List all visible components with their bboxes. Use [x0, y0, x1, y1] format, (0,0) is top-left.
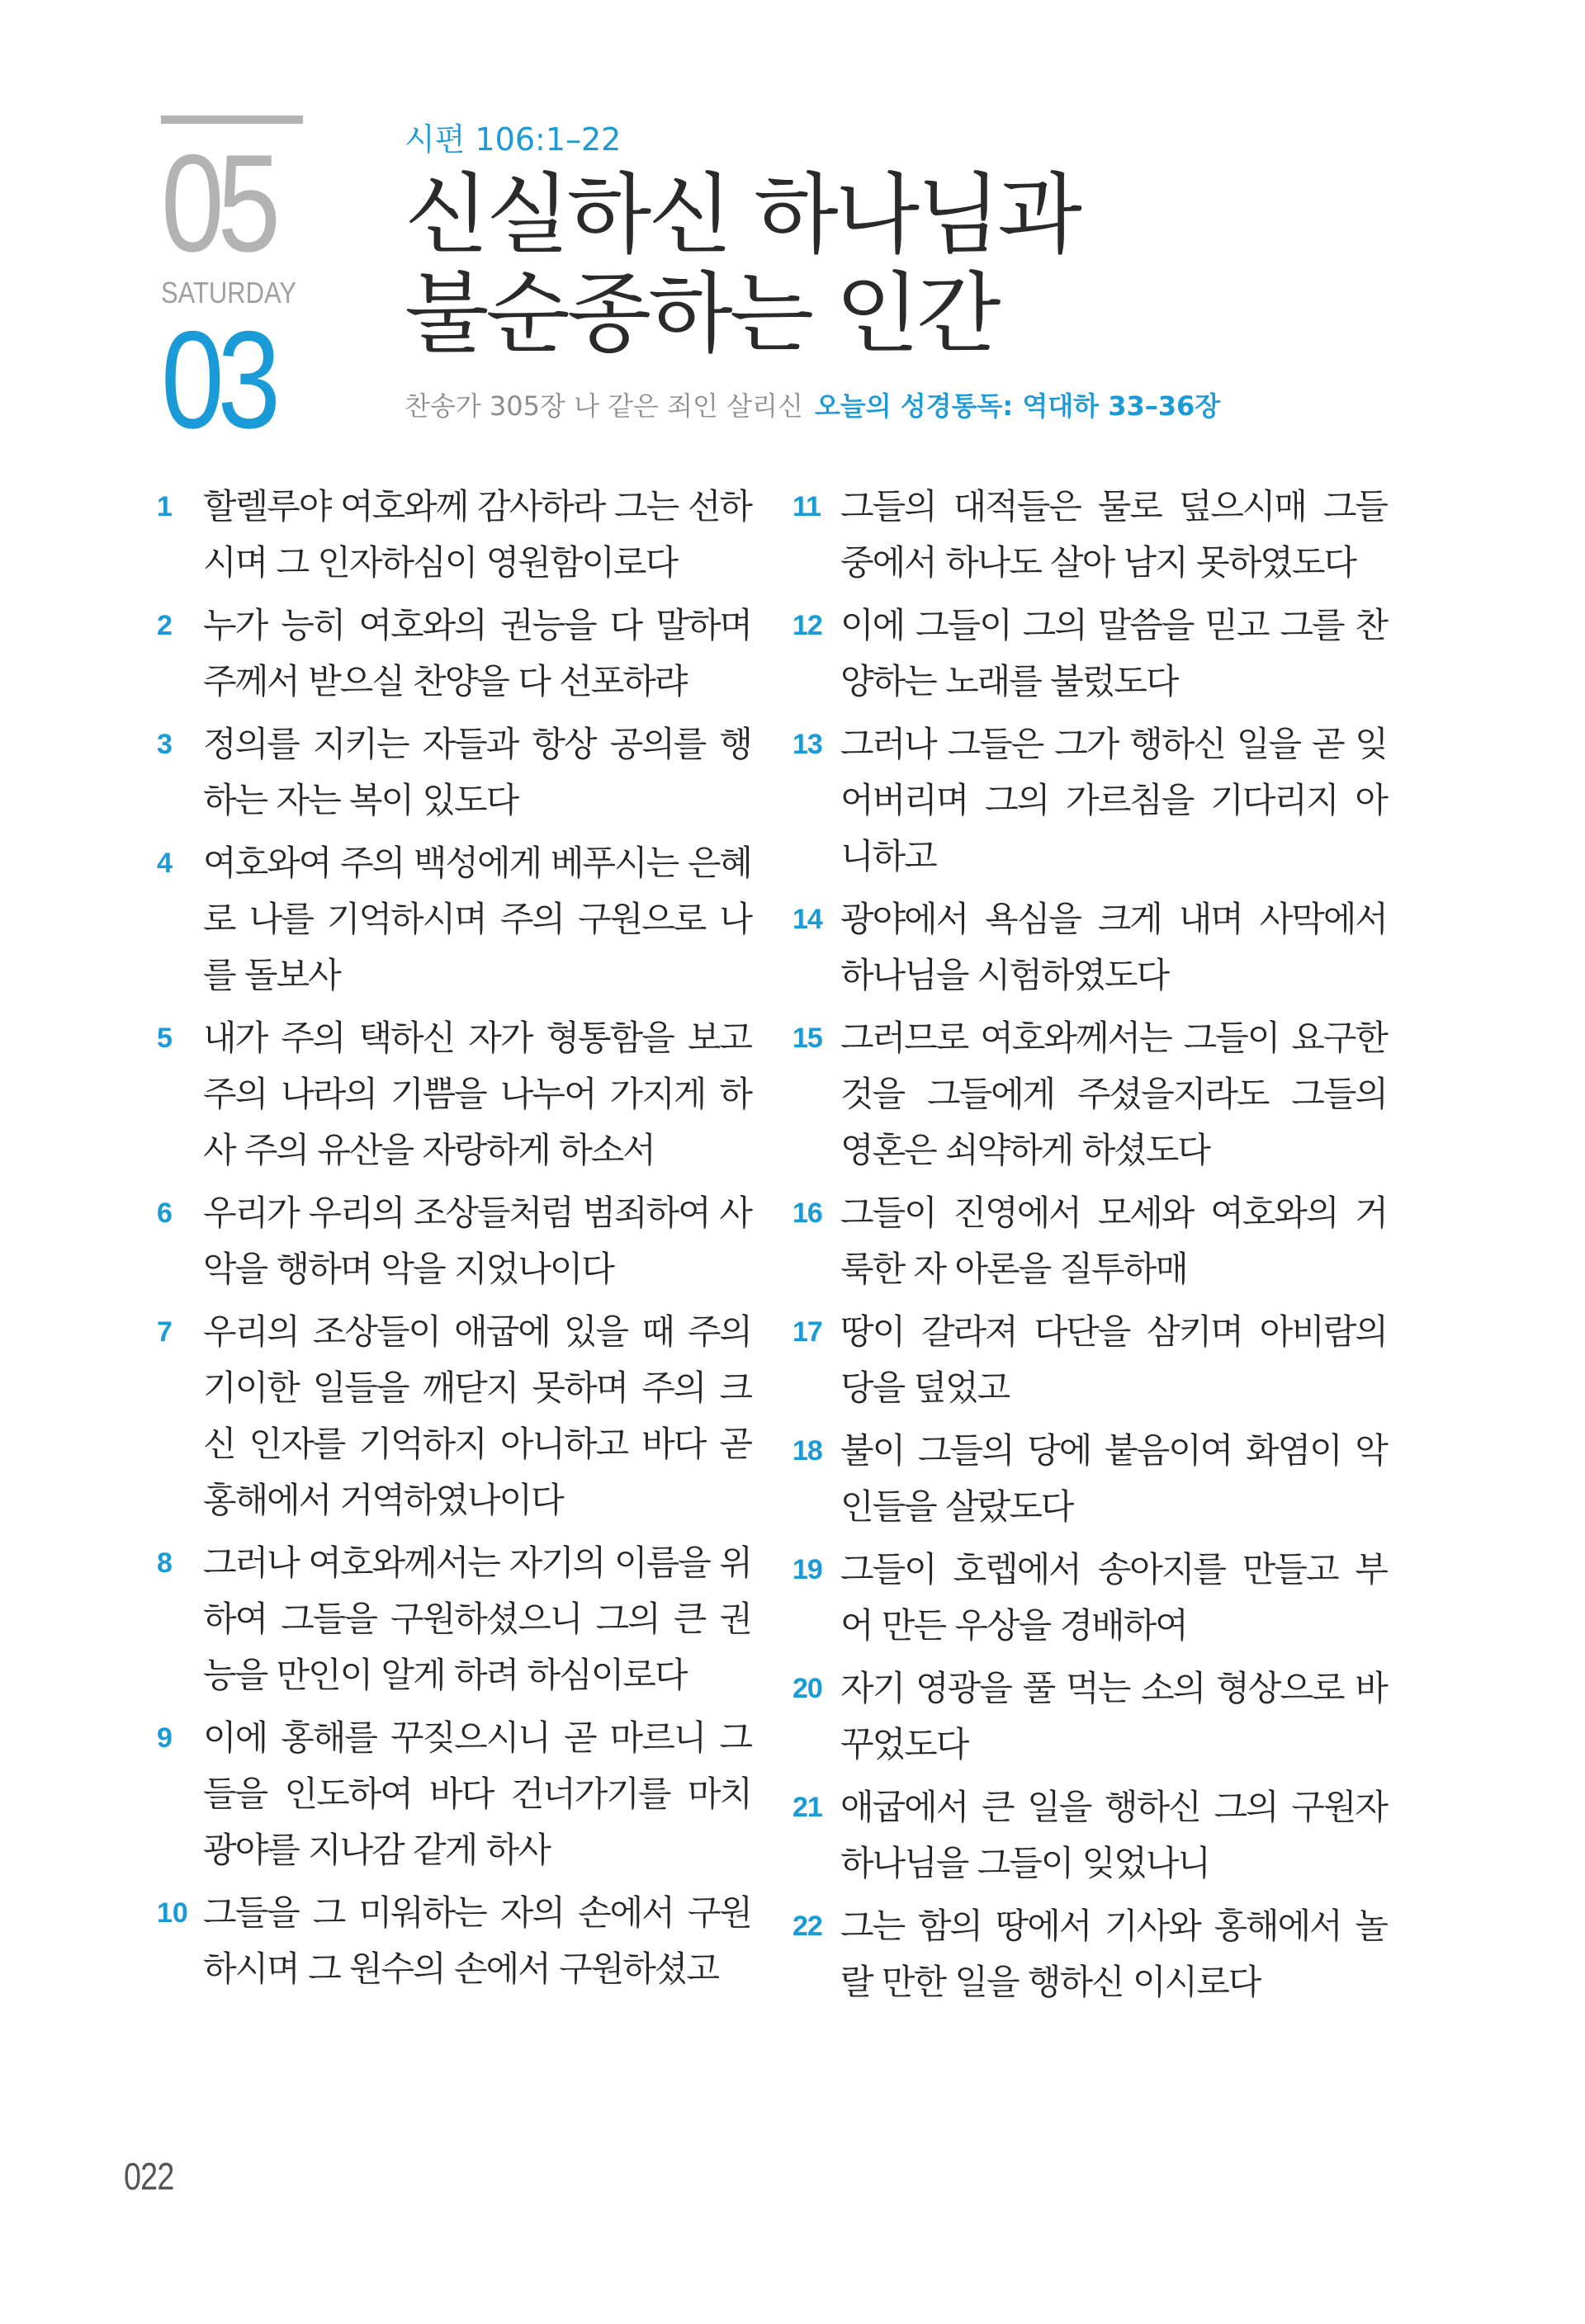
devotion-title [405, 166, 1478, 364]
verse-text: 할렐루야 여호와께 감사하라 그는 선하시며 그 인자하심이 영원함이로다 [203, 486, 751, 583]
verse-row [157, 1710, 751, 1878]
verse-number: 22 [792, 1911, 822, 1942]
verse-text: 그들이 호렙에서 송아지를 만들고 부어 만든 우상을 경배하여 [840, 1549, 1387, 1646]
verse-text: 이에 홍해를 꾸짖으시니 곧 마르니 그들을 인도하여 바다 건너가기를 마치 광야를 지나감 같게 하사 [203, 1717, 751, 1870]
verse-text: 그는 함의 땅에서 기사와 홍해에서 놀랄 만한 일을 행하신 이시로다 [840, 1906, 1387, 2002]
verse-text: 이에 그들이 그의 말씀을 믿고 그를 찬양하는 노래를 불렀도다 [840, 605, 1387, 701]
verse-row [157, 1885, 751, 1997]
verse-number: 2 [157, 610, 173, 641]
verse-text: 애굽에서 큰 일을 행하신 그의 구원자 하나님을 그들이 잊었나니 [840, 1787, 1387, 1883]
verse-number: 18 [792, 1435, 822, 1467]
verse-number: 11 [792, 491, 821, 522]
verse-row [157, 835, 751, 1004]
verse-text: 그러므로 여호와께서는 그들이 요구한 것을 그들에게 주셨을지라도 그들의 영혼은 쇠약하게 하셨도다 [840, 1018, 1387, 1170]
verse-text: 그러나 그들은 그가 행하신 일을 곧 잊어버리며 그의 가르침을 기다리지 아니하고 [840, 724, 1387, 876]
date-divider [161, 116, 303, 124]
verse-text: 그들의 대적들은 물로 덮으시매 그들 중에서 하나도 살아 남지 못하였도다 [840, 486, 1387, 583]
verse-text: 광야에서 욕심을 크게 내며 사막에서 하나님을 시험하였도다 [840, 899, 1387, 995]
verse-row [157, 479, 751, 591]
today-reading: 오늘의 성경통독: 역대하 33–36장 [814, 390, 1221, 422]
verse-text: 우리의 조상들이 애굽에 있을 때 주의 기이한 일들을 깨닫지 못하며 주의 크신 인자를 기억하지 아니하고 바다 곧 홍해에서 거역하였나이다 [203, 1311, 751, 1520]
verse-row [792, 479, 1387, 591]
verse-row [792, 1010, 1387, 1179]
month-number: 05 [161, 125, 274, 281]
verse-row [792, 598, 1387, 710]
verse-number: 15 [792, 1023, 822, 1054]
verse-row [157, 1010, 751, 1179]
verse-text: 내가 주의 택하신 자가 형통함을 보고 주의 나라의 기쁨을 나누어 가지게 하사 주의 유산을 자랑하게 하소서 [203, 1018, 751, 1170]
verse-row [792, 1304, 1387, 1416]
title-line-2: 불순종하는 인간 [405, 263, 998, 365]
verse-column-right [792, 479, 1387, 2017]
verse-number: 19 [792, 1554, 822, 1585]
verse-number: 12 [792, 610, 822, 641]
verse-row [157, 598, 751, 710]
verse-number: 20 [792, 1673, 822, 1704]
verse-row [792, 1423, 1387, 1535]
verse-number: 9 [157, 1722, 173, 1754]
verse-number: 5 [157, 1023, 173, 1054]
day-number: 03 [161, 302, 274, 457]
verse-text: 여호와여 주의 백성에게 베푸시는 은혜로 나를 기억하시며 주의 구원으로 나를 돌보사 [203, 843, 751, 995]
verse-text: 그러나 여호와께서는 자기의 이름을 위하여 그들을 구원하셨으니 그의 큰 권능을 만인이 알게 하려 하심이로다 [203, 1542, 751, 1695]
verse-row [157, 1304, 751, 1528]
verse-text: 정의를 지키는 자들과 항상 공의를 행하는 자는 복이 있도다 [203, 724, 751, 820]
verse-row [157, 1535, 751, 1703]
verse-text: 그들을 그 미워하는 자의 손에서 구원하시며 그 원수의 손에서 구원하셨고 [203, 1892, 751, 1989]
verse-number: 7 [157, 1316, 173, 1348]
verse-text: 누가 능히 여호와의 권능을 다 말하며 주께서 받으실 찬양을 다 선포하랴 [203, 605, 751, 701]
scripture-reference: 시편 106:1–22 [405, 121, 622, 158]
verse-number: 10 [157, 1897, 188, 1929]
verse-number: 1 [157, 491, 173, 522]
verse-row [792, 1542, 1387, 1654]
verse-number: 21 [792, 1792, 822, 1823]
verse-text: 우리가 우리의 조상들처럼 범죄하여 사악을 행하며 악을 지었나이다 [203, 1193, 751, 1289]
verse-number: 14 [792, 904, 822, 935]
verse-row [792, 1898, 1387, 2010]
verse-column-left [157, 479, 751, 2004]
verse-row [792, 1779, 1387, 1892]
verse-row [792, 891, 1387, 1004]
verse-row [157, 1185, 751, 1297]
verse-number: 16 [792, 1197, 822, 1229]
verse-number: 8 [157, 1547, 173, 1579]
verse-number: 6 [157, 1197, 173, 1229]
verse-number: 3 [157, 729, 173, 760]
verse-text: 땅이 갈라져 다단을 삼키며 아비람의 당을 덮었고 [840, 1311, 1387, 1408]
verse-row [157, 716, 751, 829]
hymn-line [405, 385, 1478, 423]
verse-row [792, 716, 1387, 885]
verse-row [792, 1660, 1387, 1773]
devotion-header [405, 114, 1478, 423]
date-block [161, 116, 305, 457]
verse-text: 그들이 진영에서 모세와 여호와의 거룩한 자 아론을 질투하매 [840, 1193, 1387, 1289]
verse-text: 불이 그들의 당에 붙음이여 화염이 악인들을 살랐도다 [840, 1430, 1387, 1527]
verse-number: 4 [157, 848, 173, 879]
weekday-label: SATURDAY [161, 276, 296, 309]
page-number: 022 [124, 2155, 174, 2198]
verse-number: 17 [792, 1316, 822, 1348]
verse-number: 13 [792, 729, 822, 760]
verse-row [792, 1185, 1387, 1297]
title-line-1: 신실하신 하나님과 [405, 164, 1079, 266]
hymn-info: 찬송가 305장 나 같은 죄인 살리신 [405, 390, 803, 422]
verse-text: 자기 영광을 풀 먹는 소의 형상으로 바꾸었도다 [840, 1668, 1387, 1764]
